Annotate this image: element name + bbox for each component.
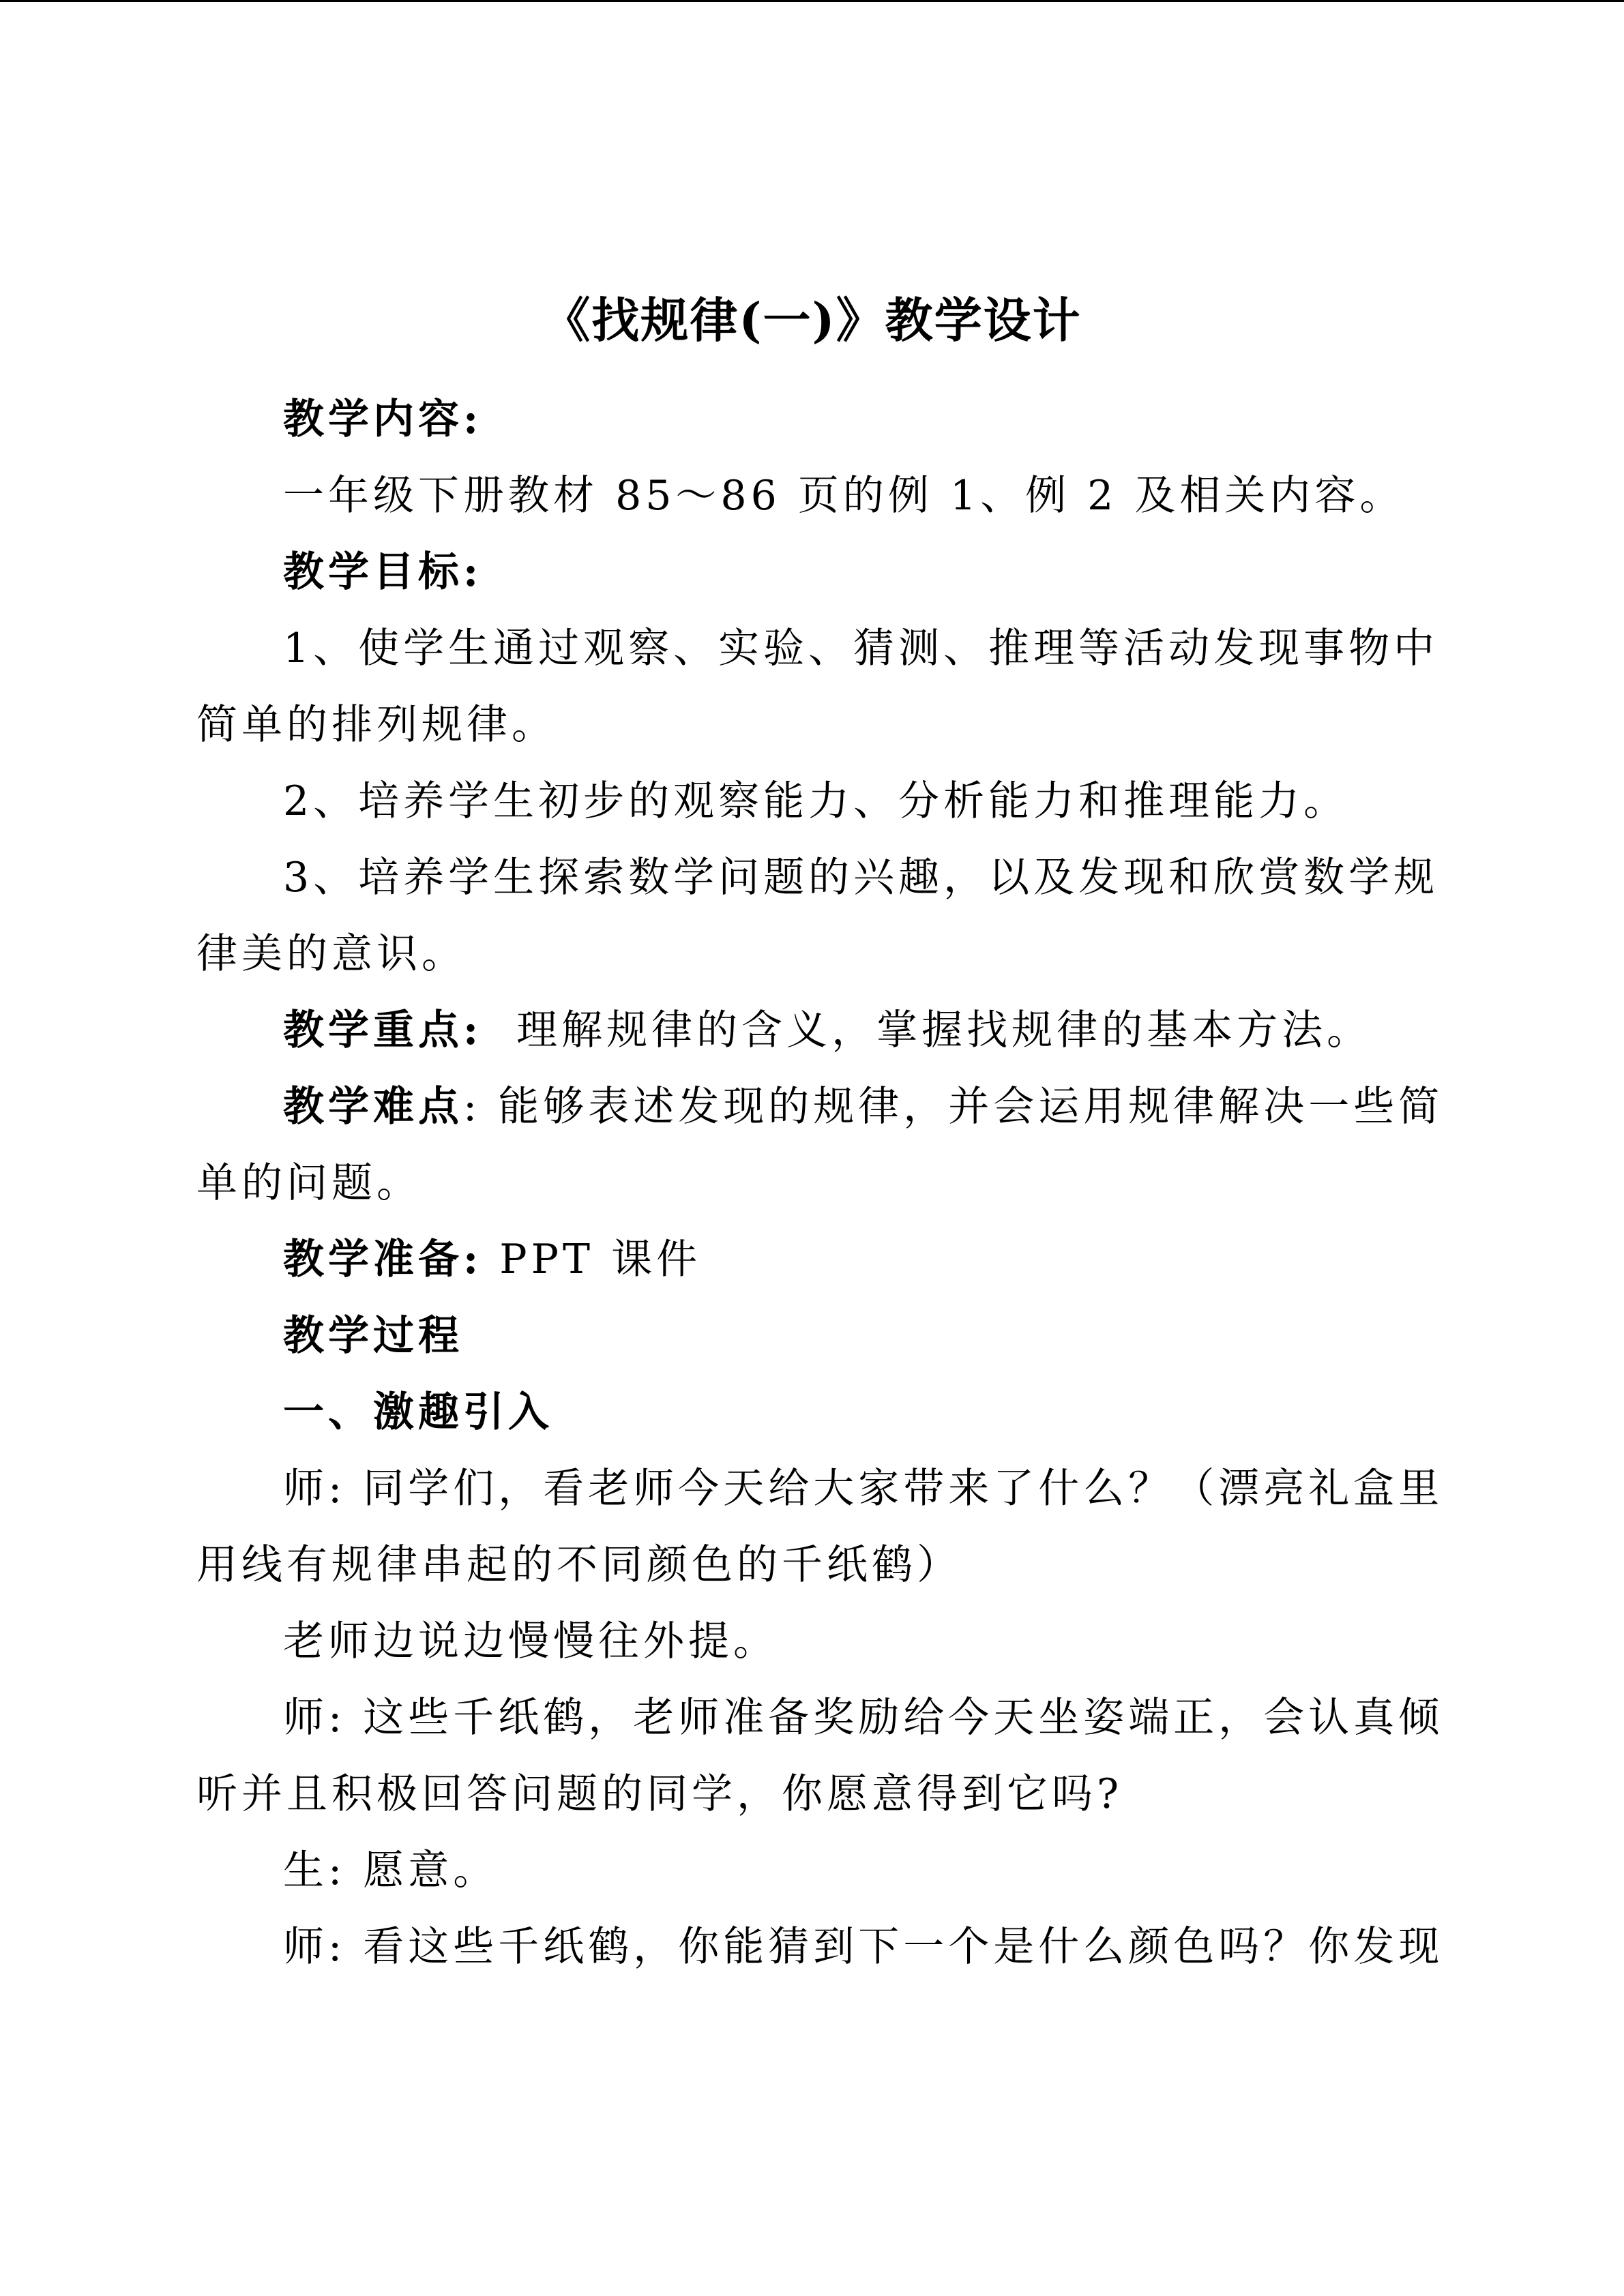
difficulty-row — [0, 1076, 1624, 1137]
process-heading: 教学过程 — [283, 1312, 463, 1360]
difficulty-text-line-1: : 能够表述发现的规律，并会运用规律解决一些简 — [463, 1083, 1444, 1131]
document-title: 《找规律(一)》教学设计 — [542, 292, 1082, 348]
key-point-text: 理解规律的含义，掌握找规律的基本方法。 — [516, 1007, 1372, 1054]
dialogue-3-line-1: 师: 这些千纸鹤，老师准备奖励给今天坐姿端正，会认真倾 — [283, 1694, 1444, 1742]
dialogue-3-line-2: 听并且积极回答问题的同学，你愿意得到它吗? — [196, 1770, 1123, 1818]
goal-3-line-2: 律美的意识。 — [196, 930, 467, 978]
dialogue-5: 师: 看这些千纸鹤，你能猜到下一个是什么颜色吗？你发现 — [283, 1923, 1444, 1971]
goal-1-line-1: 1、使学生通过观察、实验、猜测、推理等活动发现事物中 — [283, 625, 1439, 672]
difficulty-text-line-2: 单的问题。 — [196, 1159, 422, 1207]
step-1-heading: 一、激趣引入 — [283, 1388, 553, 1436]
dialogue-4: 生: 愿意。 — [283, 1847, 499, 1894]
prep-row — [0, 1229, 1624, 1290]
goal-3-line-1: 3、培养学生探索数学问题的兴趣，以及发现和欣赏数学规 — [283, 854, 1439, 901]
dialogue-2: 老师边说边慢慢往外提。 — [283, 1617, 778, 1665]
key-point-row — [0, 1000, 1624, 1061]
dialogue-1-line-2: 用线有规律串起的不同颜色的千纸鹤） — [196, 1541, 962, 1589]
goal-1-line-2: 简单的排列规律。 — [196, 701, 557, 749]
content-text: 一年级下册教材 85～86 页的例 1、例 2 及相关内容。 — [283, 472, 1405, 520]
prep-text: PPT 课件 — [482, 1236, 702, 1283]
content-heading: 教学内容: — [283, 396, 483, 443]
goal-2: 2、培养学生初步的观察能力、分析能力和推理能力。 — [283, 777, 1349, 825]
goals-heading: 教学目标: — [283, 548, 483, 596]
key-point-label: 教学重点: — [283, 1007, 483, 1054]
prep-label: 教学准备: — [283, 1236, 483, 1283]
difficulty-label: 教学难点 — [283, 1083, 463, 1131]
page-top-border — [0, 0, 1624, 2]
dialogue-1-line-1: 师: 同学们，看老师今天给大家带来了什么？（漂亮礼盒里 — [283, 1465, 1444, 1512]
